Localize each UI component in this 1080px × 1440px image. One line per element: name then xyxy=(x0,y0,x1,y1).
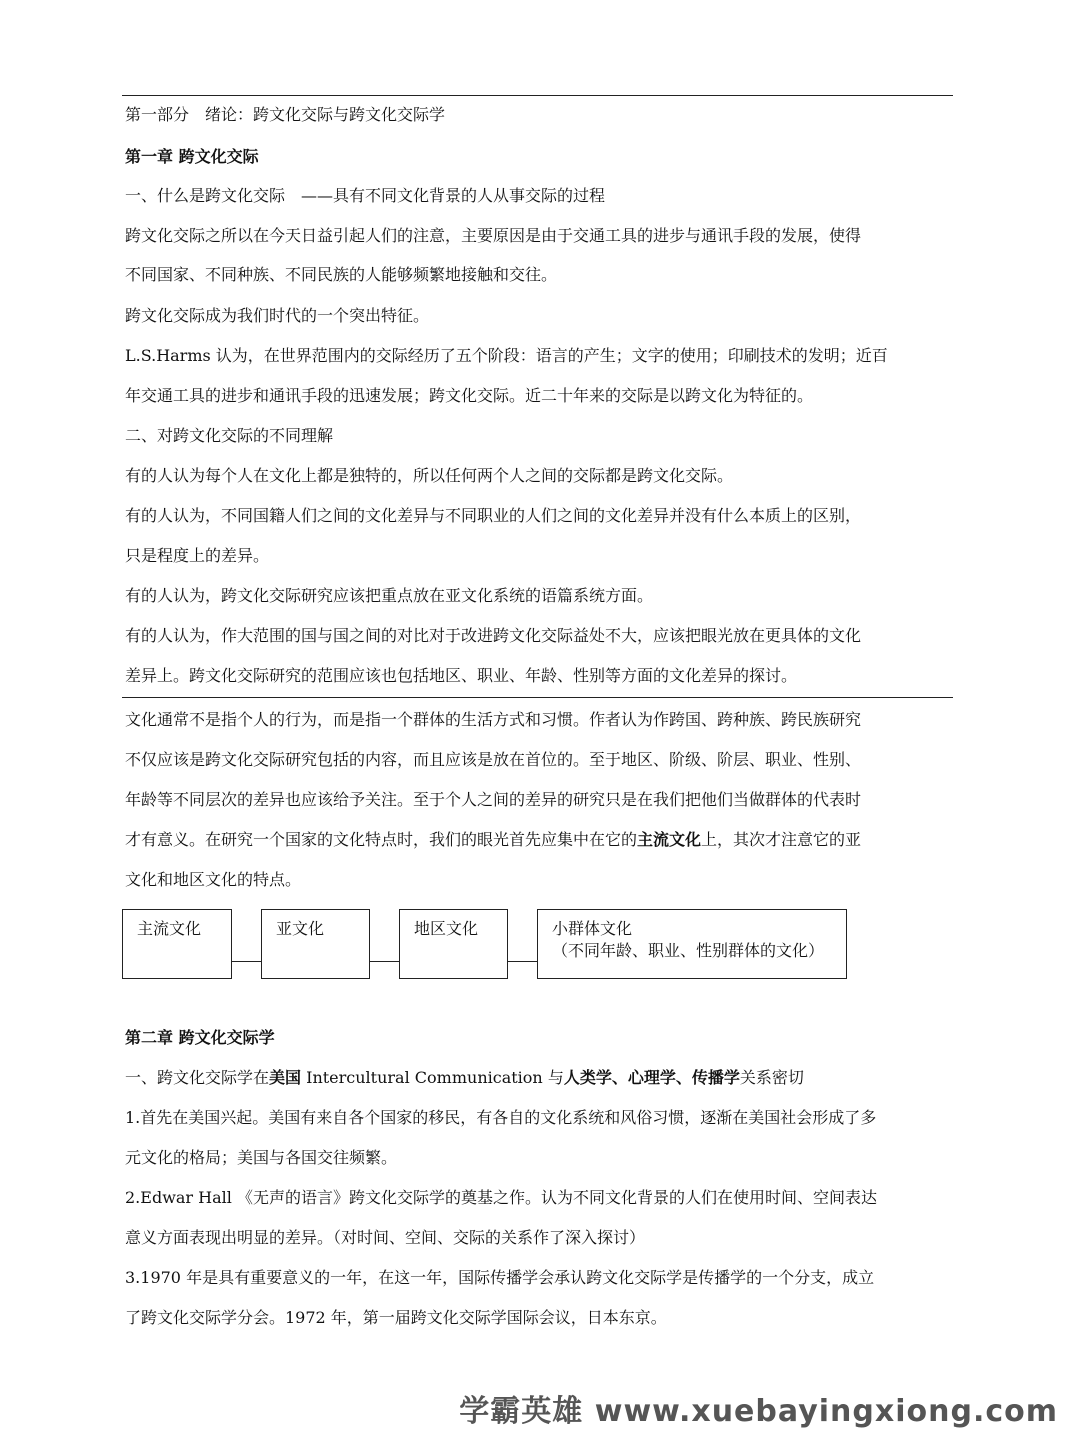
paragraph-line: 1.首先在美国兴起。美国有来自各个国家的移民，有各自的文化系统和风俗习惯，逐渐在美国社会形成了多 xyxy=(125,1108,877,1127)
emphasis-mainstream-culture: 主流文化 xyxy=(637,830,702,849)
paragraph-line xyxy=(125,830,951,850)
text-span: 关系密切 xyxy=(739,1068,804,1087)
paragraph-line: 年交通工具的进步和通讯手段的迅速发展；跨文化交际。近二十年来的交际是以跨文化为特征的。 xyxy=(125,386,814,405)
text-span: 上，其次才注意它的亚 xyxy=(701,830,862,849)
diagram-box-subculture xyxy=(261,909,370,979)
top-rule xyxy=(122,95,953,96)
paragraph-line: 不同国家、不同种族、不同民族的人能够频繁地接触和交往。 xyxy=(125,265,558,284)
paragraph-line: 只是程度上的差异。 xyxy=(125,546,270,565)
emphasis-usa: 美国 xyxy=(269,1068,302,1087)
site-watermark: 学霸英雄 www.xuebayingxiong.com xyxy=(459,1394,1058,1429)
diagram-box-label: 地区文化 xyxy=(414,919,479,938)
paragraph-line: 有的人认为每个人在文化上都是独特的，所以任何两个人之间的交际都是跨文化交际。 xyxy=(125,466,734,485)
paragraph-line: 有的人认为，作大范围的国与国之间的对比对于改进跨文化交际益处不大，应该把眼光放在更具体的文化 xyxy=(125,626,862,645)
paragraph-line: 意义方面表现出明显的差异。（对时间、空间、交际的关系作了深入探讨） xyxy=(125,1228,646,1247)
paragraph-line: 了跨文化交际学分会。1972 年，第一届跨文化交际学国际会议，日本东京。 xyxy=(125,1308,667,1327)
text-span: 才有意义。在研究一个国家的文化特点时，我们的眼光首先应集中在它的 xyxy=(125,830,638,849)
diagram-box-mainstream xyxy=(122,909,232,979)
paragraph-line: 有的人认为，跨文化交际研究应该把重点放在亚文化系统的语篇系统方面。 xyxy=(125,586,654,605)
paragraph-line: 3.1970 年是具有重要意义的一年，在这一年，国际传播学会承认跨文化交际学是传播学的一个分支，成立 xyxy=(125,1268,875,1287)
part-title: 第一部分 绪论：跨文化交际与跨文化交际学 xyxy=(125,105,446,124)
diagram-box-regional xyxy=(399,909,508,979)
chapter-1-title: 第一章 跨文化交际 xyxy=(125,147,259,166)
paragraph-line: 有的人认为，不同国籍人们之间的文化差异与不同职业的人们之间的文化差异并没有什么本质上的区别， xyxy=(125,506,862,525)
diagram-connector xyxy=(231,961,263,962)
paragraph-line: 跨文化交际之所以在今天日益引起人们的注意，主要原因是由于交通工具的进步与通讯手段的发展，使得 xyxy=(125,226,862,245)
diagram-connector xyxy=(507,961,539,962)
diagram-box-label: 小群体文化 xyxy=(552,919,633,938)
section-2-heading: 二、对跨文化交际的不同理解 xyxy=(125,426,334,445)
text-span: Intercultural Communication 与 xyxy=(301,1068,564,1087)
paragraph-line: 文化和地区文化的特点。 xyxy=(125,870,302,889)
paragraph-line: 差异上。跨文化交际研究的范围应该也包括地区、职业、年龄、性别等方面的文化差异的探讨。 xyxy=(125,666,798,685)
section-heading xyxy=(125,1068,951,1088)
section-divider xyxy=(122,697,953,698)
paragraph-line: 不仅应该是跨文化交际研究包括的内容，而且应该是放在首位的。至于地区、阶级、阶层、职业、性别、 xyxy=(125,750,862,769)
paragraph-line: 文化通常不是指个人的行为，而是指一个群体的生活方式和习惯。作者认为作跨国、跨种族、跨民族研究 xyxy=(125,710,862,729)
paragraph-line: 年龄等不同层次的差异也应该给予关注。至于个人之间的差异的研究只是在我们把他们当做群体的代表时 xyxy=(125,790,862,809)
emphasis-disciplines: 人类学、心理学、传播学 xyxy=(563,1068,740,1087)
diagram-box-small-group xyxy=(537,909,847,979)
diagram-box-sublabel: （不同年龄、职业、性别群体的文化） xyxy=(552,941,825,960)
diagram-box-label: 主流文化 xyxy=(137,919,202,938)
paragraph-line: 跨文化交际成为我们时代的一个突出特征。 xyxy=(125,306,430,325)
paragraph-line: L.S.Harms 认为，在世界范围内的交际经历了五个阶段：语言的产生；文字的使用；印刷技术的发明；近百 xyxy=(125,346,888,365)
chapter-2-title: 第二章 跨文化交际学 xyxy=(125,1028,275,1047)
paragraph-line: 2.Edwar Hall 《无声的语言》跨文化交际学的奠基之作。认为不同文化背景的人们在使用时间、空间表达 xyxy=(125,1188,877,1207)
diagram-box-label: 亚文化 xyxy=(276,919,325,938)
text-span: 一、跨文化交际学在 xyxy=(125,1068,270,1087)
section-1-heading: 一、什么是跨文化交际 ——具有不同文化背景的人从事交际的过程 xyxy=(125,186,606,205)
diagram-connector xyxy=(369,961,401,962)
paragraph-line: 元文化的格局；美国与各国交往频繁。 xyxy=(125,1148,398,1167)
